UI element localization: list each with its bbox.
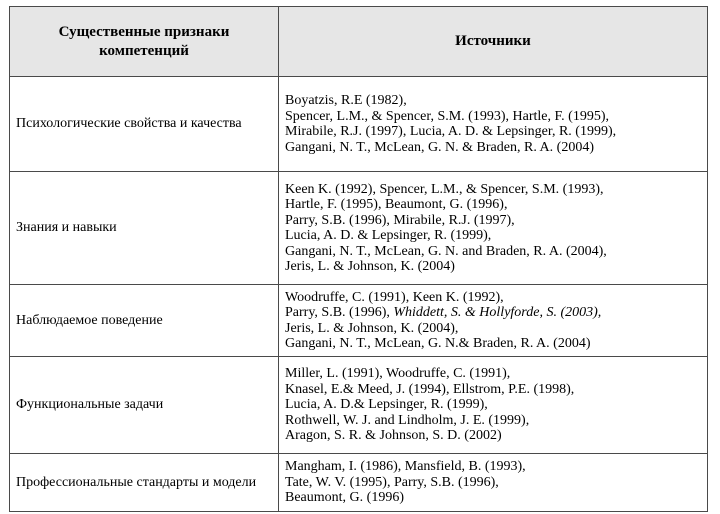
feature-cell: Профессиональные стандарты и модели bbox=[10, 454, 279, 512]
table-header-row bbox=[10, 7, 708, 77]
feature-cell: Наблюдаемое поведение bbox=[10, 285, 279, 357]
sources-cell bbox=[279, 285, 708, 357]
feature-cell: Функциональные задачи bbox=[10, 357, 279, 454]
source-ref: Rothwell, W. J. and Lindholm, J. E. (1999), bbox=[285, 412, 530, 428]
source-ref: Parry, S.B. (1996), Mirabile, R.J. (1997), bbox=[285, 212, 515, 228]
source-ref: Jeris, L. & Johnson, K. (2004), bbox=[285, 320, 459, 336]
source-ref: Boyatzis, R.E (1982), bbox=[285, 93, 407, 108]
table-row bbox=[10, 285, 708, 357]
table-row bbox=[10, 454, 708, 512]
source-ref: Miller, L. (1991), Woodruffe, C. (1991), bbox=[285, 366, 511, 382]
source-ref: Lucia, A. D. & Lepsinger, R. (1999), bbox=[285, 228, 492, 243]
source-ref: Gangani, N. T., McLean, G. N. and Braden, R. A. (2004), bbox=[285, 243, 607, 259]
table-row bbox=[10, 77, 708, 172]
header-feature: Существенные признаки компетенций bbox=[10, 7, 279, 77]
table-row bbox=[10, 172, 708, 285]
source-ref: Gangani, N. T., McLean, G. N.& Braden, R. A. (2004) bbox=[285, 336, 591, 351]
sources-cell bbox=[279, 357, 708, 454]
source-ref: Knasel, E.& Meed, J. (1994), Ellstrom, P.E. (1998), bbox=[285, 381, 575, 397]
source-ref: Hartle, F. (1995), Beaumont, G. (1996), bbox=[285, 197, 508, 212]
header-sources: Источники bbox=[279, 7, 708, 77]
source-ref: Spencer, L.M., & Spencer, S.M. (1993), Hartle, F. (1995), bbox=[285, 108, 609, 124]
source-ref: Beaumont, G. (1996) bbox=[285, 490, 404, 506]
source-ref bbox=[285, 305, 701, 321]
source-ref: Jeris, L. & Johnson, K. (2004) bbox=[285, 259, 455, 274]
source-ref: Lucia, A. D.& Lepsinger, R. (1999), bbox=[285, 397, 488, 413]
feature-cell: Знания и навыки bbox=[10, 172, 279, 285]
source-ref: Mirabile, R.J. (1997), Lucia, A. D. & Lepsinger, R. (1999), bbox=[285, 124, 617, 139]
sources-cell bbox=[279, 77, 708, 172]
source-ref: Woodruffe, C. (1991), Keen K. (1992), bbox=[285, 289, 504, 305]
source-ref: Tate, W. V. (1995), Parry, S.B. (1996), bbox=[285, 474, 499, 490]
source-ref: Aragon, S. R. & Johnson, S. D. (2002) bbox=[285, 428, 502, 444]
feature-cell: Психологические свойства и качества bbox=[10, 77, 279, 172]
table-row bbox=[10, 357, 708, 454]
sources-cell bbox=[279, 172, 708, 285]
source-ref: Keen K. (1992), Spencer, L.M., & Spencer, S.M. (1993), bbox=[285, 181, 604, 197]
competencies-table-container bbox=[9, 6, 708, 512]
competencies-table bbox=[9, 6, 708, 512]
source-ref: Gangani, N. T., McLean, G. N. & Braden, R. A. (2004) bbox=[285, 139, 594, 155]
source-ref-part: Parry, S.B. (1996), bbox=[285, 305, 394, 320]
source-ref: Mangham, I. (1986), Mansfield, B. (1993), bbox=[285, 459, 526, 475]
source-ref-italic: Whiddett, S. & Hollyforde, S. (2003), bbox=[393, 305, 602, 320]
sources-cell bbox=[279, 454, 708, 512]
